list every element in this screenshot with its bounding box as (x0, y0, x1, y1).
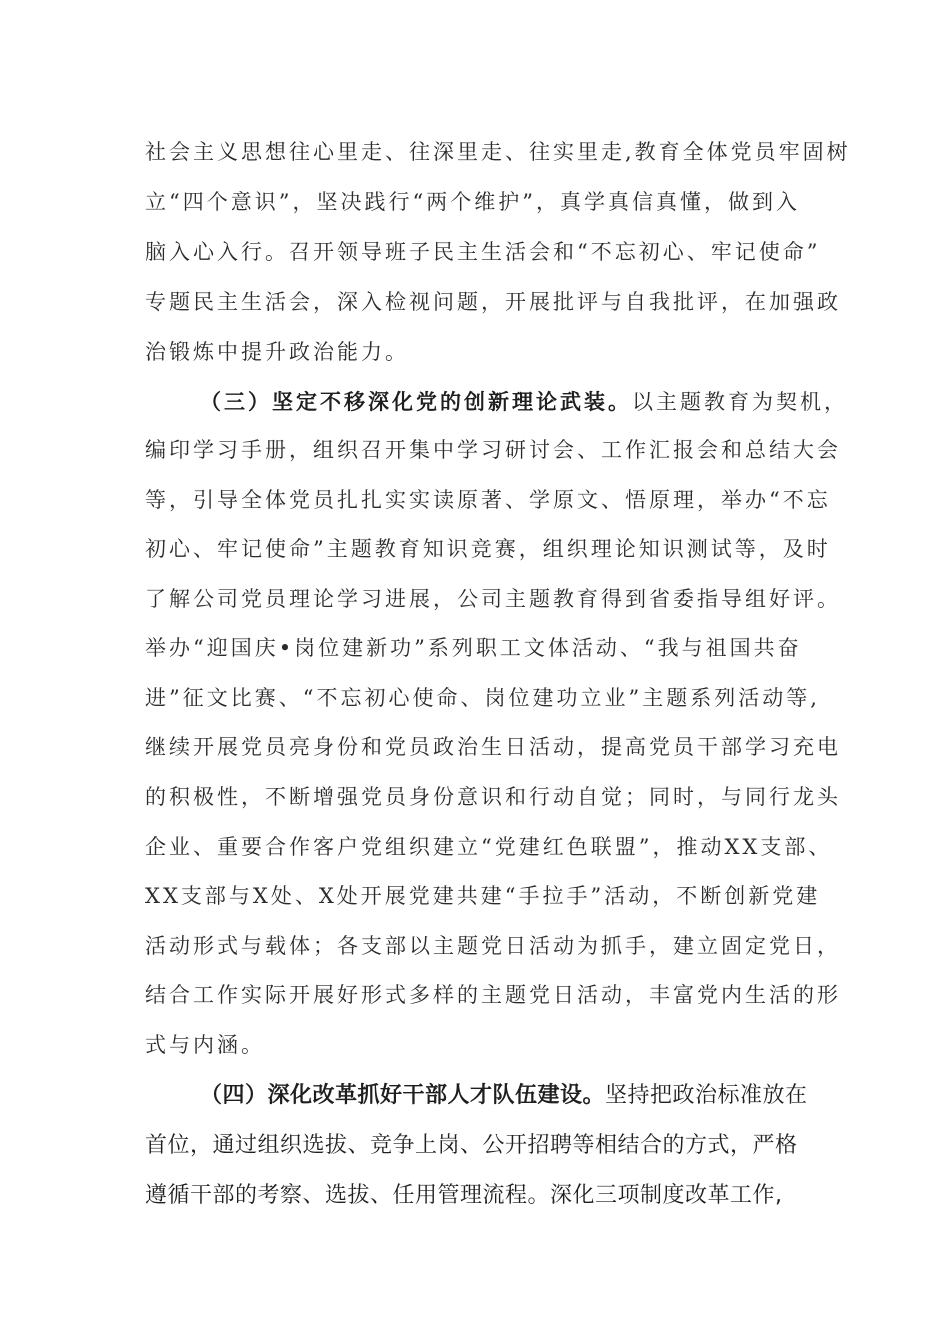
text-line: 脑入心入行。召开领导班子民主生活会和“不忘初心、牢记使命” (145, 240, 821, 264)
text-line: 社会主义思想往心里走、往深里走、往实里走,教育全体党员牢固树 (145, 140, 851, 164)
text-line: 初心、牢记使命”主题教育知识竞赛，组织理论知识测试等，及时 (145, 537, 831, 561)
text-line: 治锻炼中提升政治能力。 (145, 340, 409, 364)
text-line: 等，引导全体党员扎扎实实读原著、学原文、悟原理，举办“不忘 (145, 488, 831, 512)
section-4-first-line (200, 1071, 808, 1121)
text-line: 式与内涵。 (145, 1033, 265, 1057)
section-4-heading: （四）深化改革抓好干部人才队伍建设。 (200, 1083, 606, 1108)
text-line: 结合工作实际开展好形式多样的主题党日活动，丰富党内生活的形 (145, 983, 841, 1007)
text-line: 了解公司党员理论学习进展，公司主题教育得到省委指导组好评。 (145, 587, 841, 611)
text-line: XX支部与X处、X处开展党建共建“手拉手”活动，不断创新党建 (145, 884, 821, 908)
text-line: 继续开展党员亮身份和党员政治生日活动，提高党员干部学习充电 (145, 735, 841, 759)
text-line: 企业、重要合作客户党组织建立“党建红色联盟”，推动XX支部、 (145, 835, 833, 859)
section-3-heading: （三）坚定不移深化党的创新理论武装。 (200, 389, 632, 414)
text-line: 首位，通过组织选拔、竞争上岗、公开招聘等相结合的方式，严格 (145, 1133, 798, 1158)
text-line: 举办“迎国庆•岗位建新功”系列职工文体活动、“我与祖国共奋 (145, 636, 802, 660)
text-line: 立“四个意识”，坚决践行“两个维护”，真学真信真懂，做到入 (145, 190, 800, 214)
section-4-first-line-text: 坚持把政治标准放在 (605, 1083, 808, 1108)
section-3-first-line (200, 377, 848, 427)
text-line: 编印学习手册，组织召开集中学习研讨会、工作汇报会和总结大会 (145, 438, 841, 462)
text-line: 遵循干部的考察、选拔、任用管理流程。深化三项制度改革工作, (145, 1183, 783, 1208)
text-line: 进”征文比赛、“不忘初心使命、岗位建功立业”主题系列活动等, (145, 686, 820, 710)
text-line: 活动形式与载体；各支部以主题党日活动为抓手，建立固定党日， (145, 934, 841, 958)
text-line: 专题民主生活会，深入检视问题，开展批评与自我批评，在加强政 (145, 290, 841, 314)
text-line: 的积极性，不断增强党员身份意识和行动自觉；同时，与同行龙头 (145, 785, 841, 809)
section-3-first-line-text: 以主题教育为契机， (632, 390, 848, 414)
